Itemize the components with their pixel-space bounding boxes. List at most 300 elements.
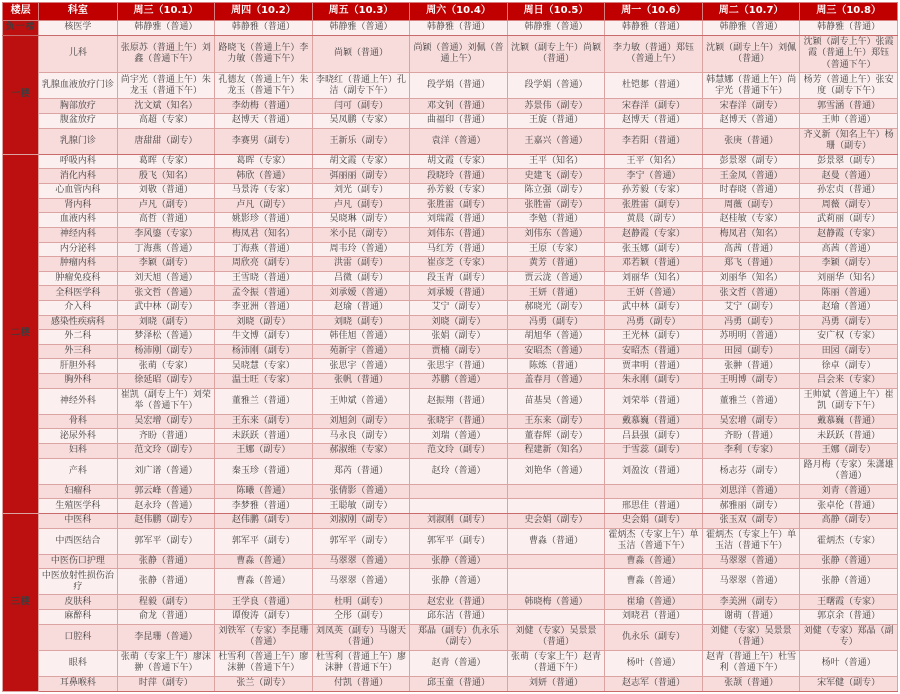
schedule-cell: 崔凯（副专上午）刘荣举（普通下午） [117, 388, 215, 414]
schedule-cell: 卢凡（副专） [117, 198, 215, 213]
schedule-cell: 齐盼（普通） [702, 429, 800, 444]
schedule-cell: 赵伟鹏（副专） [117, 513, 215, 528]
schedule-cell: 赵青（普通） [410, 650, 508, 676]
schedule-cell: 沈颖（副专上午）刘佩（普通） [702, 35, 800, 73]
schedule-cell: 王原（专家） [507, 242, 605, 257]
schedule-cell: 刘铁军（专家）李昆珊（普通） [215, 624, 313, 650]
table-row [3, 330, 898, 345]
schedule-cell: 张玉双（副专） [702, 513, 800, 528]
schedule-cell: 吴宏增（副专） [117, 414, 215, 429]
schedule-cell: 马翠翠（普通） [312, 569, 410, 595]
schedule-cell [507, 484, 605, 499]
schedule-cell: 曲福印（普通） [410, 114, 508, 129]
schedule-cell: 赵桂敏（专家） [702, 213, 800, 228]
schedule-cell: 谢萌（普通） [702, 610, 800, 625]
schedule-cell: 李昆珊（普通） [117, 624, 215, 650]
schedule-cell: 赵瑜（普通） [312, 300, 410, 315]
schedule-cell: 张萌（专家） [117, 359, 215, 374]
schedule-cell: 王旋（普通） [507, 114, 605, 129]
schedule-cell: 韩欣（普通） [215, 169, 313, 184]
schedule-cell: 徐卓（副专） [800, 359, 898, 374]
schedule-cell: 王明博（副专） [702, 373, 800, 388]
department-cell: 耳鼻喉科 [39, 677, 117, 692]
schedule-cell: 梦泽松（普通） [117, 330, 215, 345]
schedule-cell: 李力敏（普通）郑钰（普通上午） [605, 35, 703, 73]
schedule-cell: 胡文霞（专家） [312, 154, 410, 169]
schedule-cell: 刘晓（副专） [215, 315, 313, 330]
schedule-cell: 尚宇光（普通上午）朱龙玉（普通下午） [117, 73, 215, 99]
department-cell: 血液内科 [39, 213, 117, 228]
schedule-cell: 郝淑维（专家） [312, 443, 410, 458]
schedule-cell: 张倩影（普通） [312, 484, 410, 499]
schedule-cell: 宋春洋（副专） [702, 99, 800, 114]
department-cell: 肿瘤免疫科 [39, 271, 117, 286]
schedule-cell: 张玉娜（副专） [605, 242, 703, 257]
schedule-cell: 未跃跃（普通） [215, 429, 313, 444]
schedule-cell: 陈炼（普通） [507, 359, 605, 374]
schedule-cell: 刘凤英（副专）马谢天（普通） [312, 624, 410, 650]
schedule-cell: 冯勇（副专） [800, 315, 898, 330]
schedule-cell: 张静（普通） [117, 569, 215, 595]
column-header: 周六（10.4） [410, 3, 508, 21]
table-row [3, 388, 898, 414]
column-header: 周三（10.1） [117, 3, 215, 21]
schedule-cell: 刘承嫒（普通） [410, 286, 508, 301]
schedule-cell: 王金凤（普通） [702, 169, 800, 184]
schedule-cell: 曹淼（普通） [605, 569, 703, 595]
schedule-cell: 刘瑞（普通） [410, 429, 508, 444]
schedule-cell: 王妍（普通） [605, 286, 703, 301]
schedule-cell: 霍炳杰（专家上午）单玉洁（普通下午） [702, 528, 800, 554]
department-cell: 骨科 [39, 414, 117, 429]
department-cell: 乳腺门诊 [39, 128, 117, 154]
table-row [3, 458, 898, 484]
schedule-cell: 范文玲（副专） [117, 443, 215, 458]
schedule-cell: 张颉（普通） [702, 677, 800, 692]
table-row [3, 154, 898, 169]
schedule-cell: 仇永乐（副专） [605, 624, 703, 650]
schedule-cell: 王平（知名） [507, 154, 605, 169]
table-row [3, 35, 898, 73]
schedule-cell: 赵青（普通上午）杜雪利（普通下午） [702, 650, 800, 676]
schedule-cell: 张娟（副专） [410, 330, 508, 345]
schedule-cell: 唐甜甜（副专） [117, 128, 215, 154]
schedule-cell: 安昭杰（普通） [605, 344, 703, 359]
schedule-cell: 张静（普通） [800, 569, 898, 595]
schedule-cell: 卢凡（副专） [312, 198, 410, 213]
schedule-cell: 孙芳毅（专家） [410, 184, 508, 199]
schedule-cell: 张萌（专家上午）赵青（普通下午） [507, 650, 605, 676]
table-row [3, 184, 898, 199]
schedule-cell: 李利（专家） [702, 443, 800, 458]
schedule-cell: 李梦雅（普通） [215, 499, 313, 514]
schedule-cell: 李宁（普通） [605, 169, 703, 184]
schedule-cell: 葛晖（专家） [215, 154, 313, 169]
schedule-cell: 黄芳（普通） [507, 257, 605, 272]
table-row [3, 73, 898, 99]
department-cell: 内分泌科 [39, 242, 117, 257]
schedule-cell: 张卓伦（普通） [800, 499, 898, 514]
schedule-cell: 胡文霞（专家） [410, 154, 508, 169]
schedule-cell: 史建飞（副专） [507, 169, 605, 184]
schedule-cell: 未跃跃（普通） [800, 429, 898, 444]
schedule-cell: 温士旺（专家） [215, 373, 313, 388]
department-cell: 妇瘤科 [39, 484, 117, 499]
schedule-cell: 王东来（副专） [215, 414, 313, 429]
schedule-cell: 董春辉（副专） [507, 429, 605, 444]
schedule-cell: 曹淼（普通） [215, 569, 313, 595]
schedule-cell: 赵永玲（普通） [117, 499, 215, 514]
schedule-cell: 田园（副专） [800, 344, 898, 359]
department-cell: 妇科 [39, 443, 117, 458]
schedule-cell: 郭云峰（普通） [117, 484, 215, 499]
schedule-cell: 郭军平（副专） [312, 528, 410, 554]
schedule-cell: 张静（普通） [410, 569, 508, 595]
schedule-cell: 杜雪利（普通上午）廖沫翀（普通下午） [312, 650, 410, 676]
schedule-cell: 朱永刚（副专） [605, 373, 703, 388]
schedule-cell: 赵静霞（专家） [605, 227, 703, 242]
schedule-cell: 李美洲（副专） [702, 595, 800, 610]
schedule-cell: 周薇（副专） [800, 198, 898, 213]
schedule-cell: 丁海燕（普通） [215, 242, 313, 257]
schedule-cell: 张文哲（普通） [702, 286, 800, 301]
department-cell: 中医伤口护理 [39, 554, 117, 569]
floor-label: 负一楼 [3, 21, 39, 36]
schedule-cell: 高茜（普通） [800, 242, 898, 257]
schedule-cell: 艾宁（副专） [410, 300, 508, 315]
table-row [3, 373, 898, 388]
schedule-cell [410, 484, 508, 499]
table-row [3, 624, 898, 650]
floor-label: 二楼 [3, 154, 39, 513]
schedule-cell: 苏鹏（普通） [410, 373, 508, 388]
schedule-cell: 刘淑刚（副专） [410, 513, 508, 528]
schedule-cell: 赵伟鹏（副专） [215, 513, 313, 528]
schedule-cell: 路晓飞（普通上午）李力敏（普通下午） [215, 35, 313, 73]
department-cell: 口腔科 [39, 624, 117, 650]
schedule-cell: 郑晶（副专）仇永乐（副专） [410, 624, 508, 650]
schedule-cell: 马红芳（普通） [410, 242, 508, 257]
table-row [3, 528, 898, 554]
schedule-cell: 郑芮（普通） [312, 458, 410, 484]
schedule-cell: 胡旭华（普通） [507, 330, 605, 345]
schedule-cell: 韩佳旭（普通） [312, 330, 410, 345]
schedule-cell: 马景涛（专家） [215, 184, 313, 199]
schedule-cell: 韩静雅（普通） [410, 21, 508, 36]
schedule-cell: 时萍（副专） [117, 677, 215, 692]
department-cell: 外二科 [39, 330, 117, 345]
table-row [3, 569, 898, 595]
schedule-cell: 孙宏贞（普通） [800, 184, 898, 199]
department-cell: 中医科 [39, 513, 117, 528]
schedule-cell: 赵博天（普通） [702, 114, 800, 129]
schedule-cell: 杨志芬（副专） [702, 458, 800, 484]
table-row [3, 315, 898, 330]
schedule-cell: 王嘉兴（普通） [507, 128, 605, 154]
table-row [3, 300, 898, 315]
schedule-cell: 沈文斌（知名） [117, 99, 215, 114]
department-cell: 感染性疾病科 [39, 315, 117, 330]
schedule-cell: 崔彦芝（专家） [410, 257, 508, 272]
schedule-cell: 刘广谱（普通） [117, 458, 215, 484]
table-row [3, 484, 898, 499]
table-row [3, 344, 898, 359]
table-row [3, 554, 898, 569]
schedule-cell: 郭军平（副专） [117, 528, 215, 554]
schedule-cell: 韩静雅（普通） [702, 21, 800, 36]
department-cell: 核医学 [39, 21, 117, 36]
schedule-cell: 贾云泷（普通） [507, 271, 605, 286]
department-cell: 神经内科 [39, 227, 117, 242]
schedule-cell: 李风鎏（专家） [117, 227, 215, 242]
schedule-cell: 沈颖（副专上午）张霞霞（普通上午）郑钰（普通下午） [800, 35, 898, 73]
department-cell: 皮肤科 [39, 595, 117, 610]
schedule-cell: 苑新宇（普通） [312, 344, 410, 359]
schedule-cell: 于雪蕊（副专） [605, 443, 703, 458]
schedule-cell: 梅凤君（知名） [215, 227, 313, 242]
schedule-cell: 刘晓（副专） [312, 315, 410, 330]
schedule-cell: 刘伟东（普通） [507, 227, 605, 242]
table-row [3, 227, 898, 242]
schedule-cell: 张胜雷（副专） [410, 198, 508, 213]
schedule-cell [507, 554, 605, 569]
schedule-cell: 丁海燕（普通） [117, 242, 215, 257]
schedule-cell: 张思宇（普通） [312, 359, 410, 374]
schedule-cell: 吕会来（专家） [800, 373, 898, 388]
schedule-cell: 邓文钊（普通） [410, 99, 508, 114]
column-header: 楼层 [3, 3, 39, 21]
column-header: 周二（10.7） [702, 3, 800, 21]
column-header: 周三（10.8） [800, 3, 898, 21]
schedule-cell: 齐盼（普通） [117, 429, 215, 444]
schedule-cell: 张静（普通） [800, 554, 898, 569]
schedule-cell: 高超（专家） [117, 114, 215, 129]
schedule-cell: 郭军平（副专） [215, 528, 313, 554]
schedule-cell: 李晓红（普通上午）孔洁（副专下午） [312, 73, 410, 99]
schedule-cell: 时春晓（普通） [702, 184, 800, 199]
schedule-cell: 段玉青（副专） [410, 271, 508, 286]
table-row [3, 443, 898, 458]
schedule-cell: 吴晓琳（副专） [312, 213, 410, 228]
schedule-cell: 冯勇（副专） [507, 315, 605, 330]
schedule-cell: 杨沛刚（副专） [215, 344, 313, 359]
schedule-cell: 马翠翠（普通） [702, 569, 800, 595]
table-row [3, 513, 898, 528]
schedule-cell: 王帅斌（普通上午）崔凯（副专下午） [800, 388, 898, 414]
schedule-cell: 刘健（专家）郑晶（副专） [800, 624, 898, 650]
floor-label: 一楼 [3, 35, 39, 154]
schedule-cell: 张晓宇（普通） [410, 414, 508, 429]
schedule-cell: 郭军平（副专） [410, 528, 508, 554]
department-cell: 介入科 [39, 300, 117, 315]
schedule-cell: 杜明（副专） [312, 595, 410, 610]
column-header: 周五（10.3） [312, 3, 410, 21]
schedule-cell: 王学良（普通） [215, 595, 313, 610]
schedule-cell: 曹淼（普通） [507, 528, 605, 554]
schedule-cell: 齐义新（知名上午）杨珊（副专） [800, 128, 898, 154]
schedule-cell: 艾宁（副专） [702, 300, 800, 315]
floor-label: 三楼 [3, 513, 39, 691]
schedule-cell: 戴慕巍（普通） [800, 414, 898, 429]
schedule-cell: 周欣亮（副专） [215, 257, 313, 272]
schedule-cell: 陈立强（副专） [507, 184, 605, 199]
schedule-cell: 刘思洋（普通） [702, 484, 800, 499]
schedule-cell [605, 484, 703, 499]
schedule-cell: 刘旭剑（副专） [312, 414, 410, 429]
schedule-cell: 邢思佳（普通） [605, 499, 703, 514]
schedule-cell: 贾聿明（普通） [605, 359, 703, 374]
schedule-cell: 霍炳杰（专家） [800, 528, 898, 554]
schedule-cell: 付凯（普通） [312, 677, 410, 692]
schedule-cell: 段学娟（普通） [410, 73, 508, 99]
schedule-cell: 贾楠（副专） [410, 344, 508, 359]
schedule-cell: 刘晓（副专） [410, 315, 508, 330]
schedule-cell: 邱东洁（普通） [410, 610, 508, 625]
schedule-cell: 孔德友（普通上午）朱龙玉（普通下午） [215, 73, 313, 99]
schedule-cell: 刘健（专家）吴景景（普通） [702, 624, 800, 650]
schedule-cell: 王帅（普通） [800, 114, 898, 129]
schedule-cell: 杜雪利（普通上午）廖沫翀（普通下午） [215, 650, 313, 676]
schedule-cell: 张翀（普通） [702, 359, 800, 374]
schedule-cell: 董雅兰（普通） [215, 388, 313, 414]
schedule-cell: 马翠翠（普通） [702, 554, 800, 569]
schedule-cell: 刘承嫒（普通） [312, 286, 410, 301]
schedule-cell: 刘丽华（知名） [702, 271, 800, 286]
schedule-cell: 尚颖（普通） [312, 35, 410, 73]
schedule-cell: 赵振翔（普通） [410, 388, 508, 414]
column-header: 周日（10.5） [507, 3, 605, 21]
schedule-cell: 冯勇（副专） [702, 315, 800, 330]
table-row [3, 114, 898, 129]
schedule-cell: 段学娟（普通） [507, 73, 605, 99]
schedule-cell: 郭雪涵（普通） [800, 99, 898, 114]
schedule-cell: 韩晓梅（普通） [507, 595, 605, 610]
schedule-cell: 刘丽华（知名） [800, 271, 898, 286]
table-row [3, 198, 898, 213]
schedule-cell: 张胜雷（副专） [605, 198, 703, 213]
schedule-cell: 韩静雅（普通） [605, 21, 703, 36]
schedule-cell: 陈曦（普通） [215, 484, 313, 499]
schedule-cell: 程毅（副专） [117, 595, 215, 610]
table-row [3, 677, 898, 692]
schedule-cell: 高哲（普通） [117, 213, 215, 228]
table-row [3, 257, 898, 272]
schedule-cell: 王娜（副专） [215, 443, 313, 458]
schedule-cell: 武中林（副专） [117, 300, 215, 315]
schedule-cell: 苏明明（普通） [702, 330, 800, 345]
schedule-cell: 赵博天（普通） [215, 114, 313, 129]
column-header: 周一（10.6） [605, 3, 703, 21]
department-cell: 胸部放疗 [39, 99, 117, 114]
schedule-cell: 卢凡（副专） [215, 198, 313, 213]
schedule-cell: 郝晓光（副专） [507, 300, 605, 315]
schedule-cell: 董雅兰（普通） [702, 388, 800, 414]
schedule-cell: 张庚（普通） [702, 128, 800, 154]
schedule-cell: 杨沛刚（副专） [117, 344, 215, 359]
department-cell: 全科医学科 [39, 286, 117, 301]
schedule-cell: 杨叶（普通） [800, 650, 898, 676]
schedule-cell: 武莉丽（副专） [800, 213, 898, 228]
schedule-cell: 王聪敏（副专） [312, 499, 410, 514]
schedule-cell: 安广权（专家） [800, 330, 898, 345]
schedule-cell: 王东来（副专） [507, 414, 605, 429]
schedule-cell: 程建新（知名） [507, 443, 605, 458]
schedule-cell: 洪雷（副专） [312, 257, 410, 272]
schedule-cell: 宋军健（副专） [800, 677, 898, 692]
column-header: 周四（10.2） [215, 3, 313, 21]
schedule-cell: 米小昆（副专） [312, 227, 410, 242]
schedule-cell: 梅凤君（知名） [702, 227, 800, 242]
schedule-cell: 周薇（副专） [702, 198, 800, 213]
schedule-cell: 戴慕巍（普通） [605, 414, 703, 429]
schedule-cell: 冯勇（副专） [605, 315, 703, 330]
schedule-cell: 苗基昊（普通） [507, 388, 605, 414]
schedule-cell: 武中林（副专） [605, 300, 703, 315]
schedule-cell: 史会娟（副专） [507, 513, 605, 528]
schedule-cell: 张思宇（普通） [410, 359, 508, 374]
schedule-cell: 马永良（副专） [312, 429, 410, 444]
table-row [3, 650, 898, 676]
table-row [3, 128, 898, 154]
schedule-cell: 王曙霞（专家） [800, 595, 898, 610]
schedule-cell: 刘妍（普通） [507, 677, 605, 692]
schedule-cell: 张帆（普通） [312, 373, 410, 388]
schedule-cell: 吴晓慧（专家） [215, 359, 313, 374]
department-cell: 儿科 [39, 35, 117, 73]
schedule-cell: 曹淼（普通） [605, 554, 703, 569]
schedule-cell: 刘淑刚（副专） [312, 513, 410, 528]
schedule-cell: 王平（知名） [605, 154, 703, 169]
department-cell: 眼科 [39, 650, 117, 676]
schedule-cell: 韩静雅（普通） [507, 21, 605, 36]
schedule-cell: 刘光（副专） [312, 184, 410, 199]
schedule-cell: 刘丽华（知名） [605, 271, 703, 286]
schedule-cell: 刘艳华（普通） [507, 458, 605, 484]
schedule-cell: 赵曼（普通） [800, 169, 898, 184]
schedule-cell: 李颖（副专） [117, 257, 215, 272]
schedule-cell: 路月梅（专家）朱潇雄（普通） [800, 458, 898, 484]
schedule-cell: 郑飞（普通） [702, 257, 800, 272]
schedule-cell: 张静（普通） [410, 554, 508, 569]
schedule-cell: 史会娟（副专） [605, 513, 703, 528]
department-cell: 乳腺血液放疗门诊 [39, 73, 117, 99]
table-row [3, 271, 898, 286]
schedule-cell: 邓若颖（普通） [605, 257, 703, 272]
schedule-cell: 姚影珍（普通） [215, 213, 313, 228]
schedule-cell: 韩慧娜（普通上午）尚宇光（普通下午） [702, 73, 800, 99]
schedule-cell: 李颖（副专） [800, 257, 898, 272]
department-cell: 中西医结合 [39, 528, 117, 554]
department-cell: 生殖医学科 [39, 499, 117, 514]
schedule-cell: 王新乐（副专） [312, 128, 410, 154]
schedule-cell: 韩静雅（普通） [117, 21, 215, 36]
schedule-cell: 周韦玲（普通） [312, 242, 410, 257]
schedule-cell: 张胜雷（副专） [507, 198, 605, 213]
schedule-cell: 刘荣举（普通） [605, 388, 703, 414]
schedule-cell: 徐延昭（副专） [117, 373, 215, 388]
table-row [3, 99, 898, 114]
table-row [3, 359, 898, 374]
schedule-cell: 李幼梅（普通） [215, 99, 313, 114]
schedule-cell: 霍炳杰（专家上午）单玉洁（普通下午） [605, 528, 703, 554]
schedule-cell: 王帅斌（普通） [312, 388, 410, 414]
schedule-cell: 张萌（专家上午）廖沫翀（普通下午） [117, 650, 215, 676]
department-cell: 中医放射性损伤治疗 [39, 569, 117, 595]
schedule-cell: 闫可（副专） [312, 99, 410, 114]
schedule-cell: 李亚洲（普通） [215, 300, 313, 315]
schedule-cell: 刘健（专家）吴景景（普通） [507, 624, 605, 650]
schedule-cell: 王妍（普通） [507, 286, 605, 301]
